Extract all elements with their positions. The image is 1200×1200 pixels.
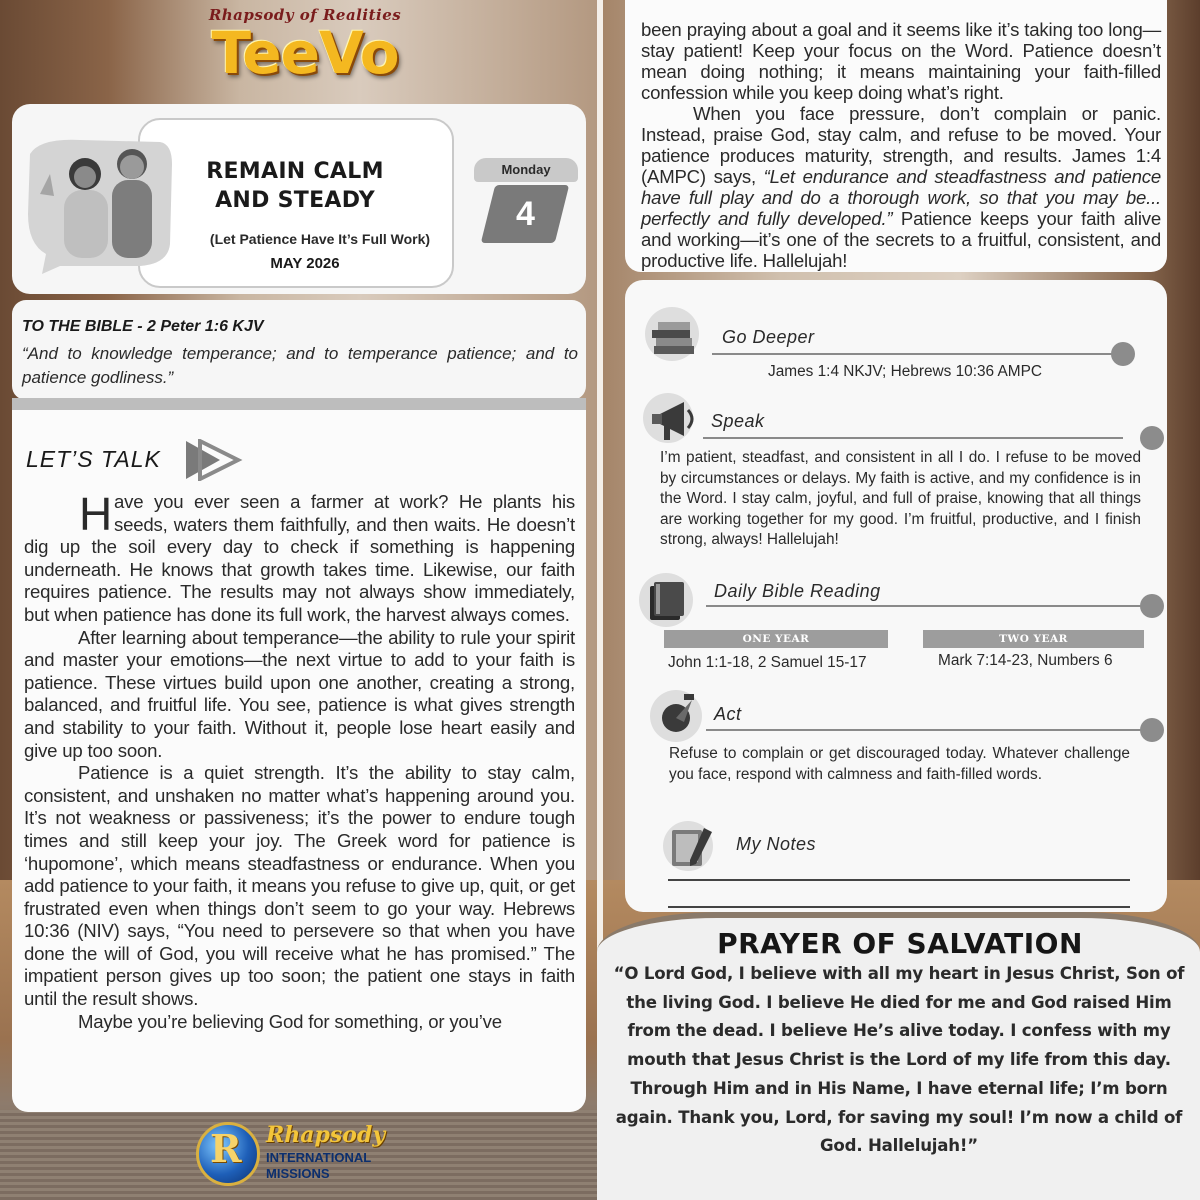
logo-line-1: Rhapsody (266, 1122, 386, 1148)
logo-title: TeeVo (211, 19, 399, 87)
speak-text: I’m patient, steadfast, and consistent in all I do. I refuse to be moved by circumstances or delays. My faith is active, and my confidence is in the Word. I stay calm, joyful, and full of praise, knowing that all things are working together for my good. I’m fruitful, productive, and I finish strong, always! Hallelujah! (660, 449, 1141, 548)
logo-line-3: MISSIONS (266, 1166, 330, 1181)
section-bullet-dot (1140, 426, 1164, 450)
notes-title: My Notes (736, 834, 817, 854)
notes-line[interactable] (668, 906, 1130, 908)
books-icon (642, 306, 708, 364)
notepad-icon (660, 818, 726, 876)
teens-photo (20, 134, 175, 279)
section-rule (712, 353, 1118, 355)
section-bullet-dot (1111, 342, 1135, 366)
bible-reference: TO THE BIBLE - 2 Peter 1:6 KJV (22, 318, 264, 335)
section-bullet-dot (1140, 718, 1164, 742)
prayer-text: “O Lord God, I believe with all my heart in Jesus Christ, Son of the living God. I believe He died for me and God raised Him from the dead. I believe He’s alive today. I confess with my mouth that Jesus Christ is the Lord of my life from this day. Through Him and in His Name, I have eternal life; I’m born again. Thank you, Lord, for saving my soul! I’m now a child of God. Hallelujah!” (613, 964, 1185, 1156)
bible-icon (636, 572, 702, 630)
section-rule (706, 729, 1144, 731)
section-rule (706, 605, 1144, 607)
title-line-2: AND STEADY (215, 188, 375, 213)
notes-line[interactable] (668, 879, 1130, 881)
paragraph: Patience is a quiet strength. It’s the ability to stay calm, consistent, and unshaken no matter what’s happening around you. It’s not weakness or passiveness; it’s the power to endure tough times and still keep your joy. The Greek word for patience is ‘hupomone’, which means steadfastness or endurance. When you add patience to your faith, it means you refuse to give up, quit, or get frustrated even when things don’t seem to go your way. Hebrews 10:36 (NIV) says, “You need to persevere so that when you have done the will of God, you will receive what he has promised.” The impatient person gives up too soon; the patient one stays in faith until the result shows. (24, 762, 575, 1010)
play-arrow-icon (182, 439, 244, 481)
page-title (170, 157, 420, 215)
lets-talk-heading: LET’S TALK (26, 446, 161, 472)
speak-title: Speak (711, 411, 765, 431)
one-year-reading: John 1:1-18, 2 Samuel 15-17 (668, 654, 867, 671)
paragraph: After learning about temperance—the ability to rule your spirit and master your emotions—the next virtue to add to your faith is patience. These virtues build upon one another, creating a strong, balanced, and fruitful life. You see, patience is what gives strength and stability to your faith. Without it, people lose heart easily and give up too soon. (24, 626, 575, 761)
paragraph-text: When you face pressure, don’t complain or panic. Instead, praise God, stay calm, and refuse to be moved. Your patience produces maturity, strength, and results. James 1:4 (AMPC) says, (641, 103, 1161, 187)
day-name: Monday (474, 158, 578, 182)
rhapsody-missions-logo (196, 1118, 396, 1186)
two-year-label: TWO YEAR (923, 630, 1144, 648)
two-year-reading: Mark 7:14-23, Numbers 6 (938, 652, 1113, 669)
paragraph (24, 488, 575, 627)
drop-cap: H (79, 488, 113, 540)
act-text: Refuse to complain or get discouraged today. Whatever challenge you face, respond with calmness and faith-filled words. (669, 745, 1130, 783)
date-label: MAY 2026 (270, 255, 340, 272)
teevo-logo (190, 8, 420, 103)
section-rule (703, 437, 1123, 439)
one-year-label: ONE YEAR (664, 630, 888, 648)
megaphone-icon (640, 392, 706, 450)
go-deeper-title: Go Deeper (722, 327, 815, 347)
paragraph-text: Patience keeps your faith alive and working—it’s one of the secrets to a fruitful, consistent, and productive life. Hallelujah! (641, 208, 1161, 271)
paragraph: been praying about a goal and it seems like it’s taking too long—stay patient! Keep your focus on the Word. Patience doesn’t mean doing nothing; it means maintaining your faith-filled confession while you keep doing what’s right. (641, 19, 1161, 103)
scripture-quote: “Let endurance and steadfastness and patience have full play and do a thorough work, so that you may be... perfectly and fully developed.” (641, 166, 1162, 229)
logo-subtitle: Rhapsody of Realities (208, 6, 402, 24)
lets-talk-body (24, 488, 575, 1033)
title-line-1: REMAIN CALM (206, 159, 384, 184)
action-icon (646, 688, 712, 746)
daily-reading-title: Daily Bible Reading (714, 581, 881, 601)
continuation-body (641, 19, 1161, 271)
day-number-badge (481, 185, 569, 243)
paragraph (641, 103, 1161, 271)
page-subtitle: (Let Patience Have It’s Full Work) (209, 231, 431, 247)
act-title: Act (714, 704, 742, 724)
bible-quote: “And to knowledge temperance; and to temperance patience; and to patience godliness.” (22, 344, 578, 387)
section-bullet-dot (1140, 594, 1164, 618)
logo-letter: R (210, 1126, 242, 1171)
day-number: 4 (515, 195, 535, 233)
go-deeper-text: James 1:4 NKJV; Hebrews 10:36 AMPC (768, 363, 1043, 380)
prayer-title: PRAYER OF SALVATION (717, 927, 1083, 960)
logo-line-2: INTERNATIONAL (266, 1150, 372, 1165)
paragraph-text: ave you ever seen a farmer at work? He plants his seeds, waters them faithfully, and then waits. He doesn’t dig up the soil every day to check if something is happening underneath. He knows that growth takes time. Likewise, our faith requires patience. The results may not always show immediately, but when patience has done its full work, the harvest always comes. (24, 491, 575, 625)
paragraph: Maybe you’re believing God for something, or you’ve (78, 1010, 502, 1032)
